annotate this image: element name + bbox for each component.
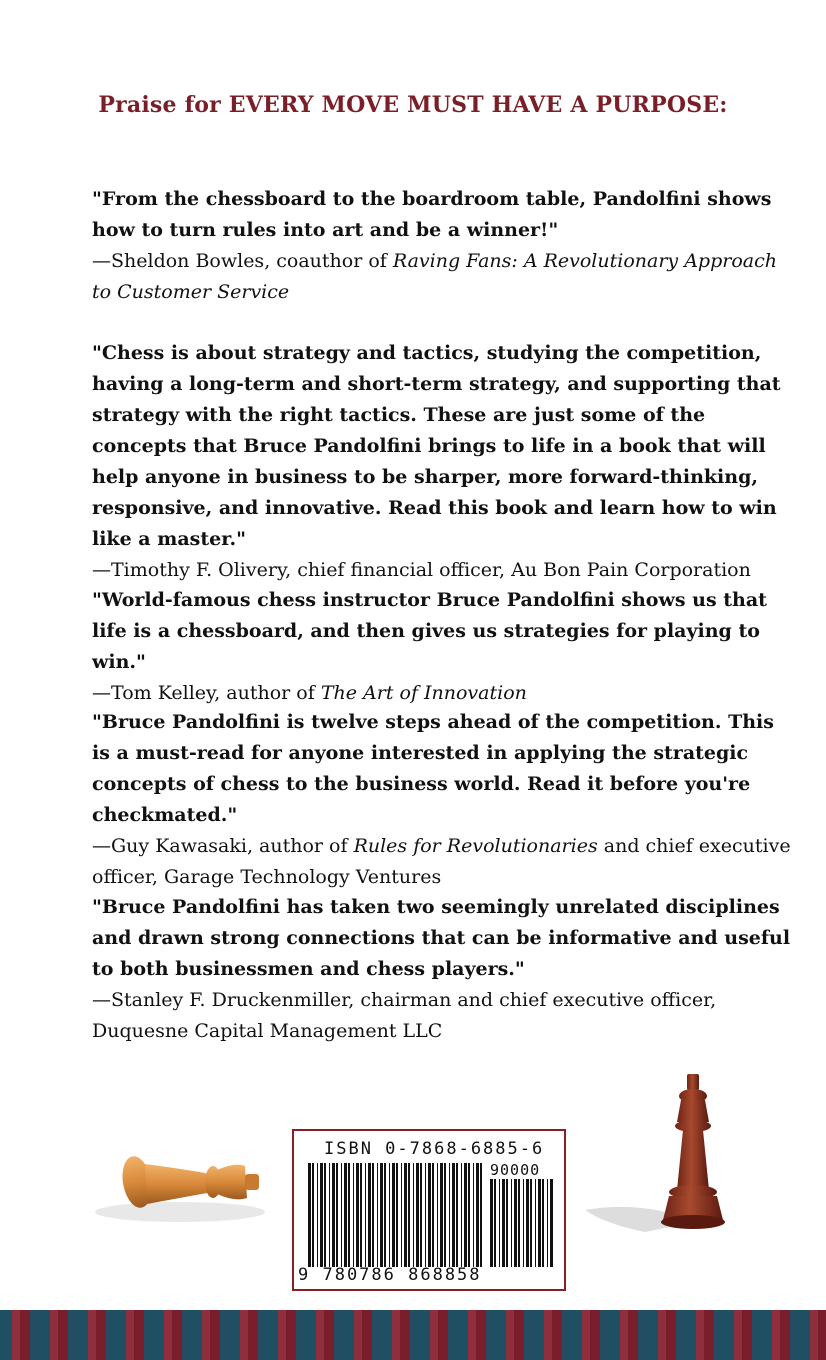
barcode-bar [356,1163,359,1267]
standing-king-icon [585,1072,735,1242]
barcode-bar [511,1179,512,1267]
quote-tom-kelley [92,585,792,709]
barcode-bar [353,1163,354,1267]
quote-attribution: —Timothy F. Olivery, chief financial officer, Au Bon Pain Corporation [92,559,751,581]
barcode-bar [324,1163,326,1267]
barcode-bar [308,1163,311,1267]
quote-guy-kawasaki [92,707,792,893]
book-title: Rules for Revolutionaries [353,835,598,857]
barcode-bar [456,1163,458,1267]
barcode-bar [468,1163,470,1267]
barcode-bar [538,1179,541,1267]
barcode-bar [332,1163,335,1267]
barcode-bar [428,1163,431,1267]
fallen-king-icon [95,1140,275,1230]
barcode-bar [514,1179,517,1267]
barcode-bar [444,1163,446,1267]
book-title: Raving Fans: A Revolutionary Approach to Customer Service [92,250,777,303]
barcode-bar [452,1163,455,1267]
barcode-bar [329,1163,330,1267]
barcode-bar [377,1163,378,1267]
barcode-bar [401,1163,402,1267]
barcode-bar [404,1163,407,1267]
barcode-bar [416,1163,419,1267]
barcode-bar [473,1163,474,1267]
barcode-bar [480,1163,482,1267]
barcode-bar [380,1163,383,1267]
barcode-bars [308,1163,486,1267]
barcode-bar [317,1163,318,1267]
quote-text: "Chess is about strategy and tactics, studying the competition, having a long-term and short-term strategy, and supporting that strategy with the right tactics. These are just some of the concepts that Bruce Pandolfini brings to life in a book that will help anyone in business to be sharper, more forward-thinking, responsive, and innovative. Read this book and learn how to win like a master." [92,342,781,550]
barcode-bar [341,1163,342,1267]
barcode-bar [312,1163,314,1267]
barcode-bar [384,1163,386,1267]
quote-text: "From the chessboard to the boardroom table, Pandolfini shows how to turn rules into art and be a winner!" [92,188,772,241]
quote-attribution: —Stanley F. Druckenmiller, chairman and chief executive officer, Duquesne Capital Management LLC [92,989,717,1042]
quote-timothy-olivery [92,338,792,586]
quote-text: "World-famous chess instructor Bruce Pandolfini shows us that life is a chessboard, and then gives us strategies for playing to win." [92,589,767,673]
barcode-bar [550,1179,553,1267]
barcode-bar [320,1163,323,1267]
quote-attribution: —Tom Kelley, author of The Art of Innovation [92,682,527,704]
quote-text: "Bruce Pandolfini is twelve steps ahead of the competition. This is a must-read for anyone interested in applying the strategic concepts of chess to the business world. Read it before you're checkmated." [92,711,774,826]
barcode-bar [526,1179,529,1267]
barcode-bar [494,1179,496,1267]
barcode-bar [542,1179,544,1267]
barcode-addon-bars [490,1179,556,1267]
barcode-bar [392,1163,395,1267]
barcode-bar [518,1179,520,1267]
praise-heading: Praise for EVERY MOVE MUST HAVE A PURPOSE: [98,92,728,118]
barcode-bar [413,1163,414,1267]
barcode-bar [440,1163,443,1267]
barcode-bar [389,1163,390,1267]
barcode-bar [461,1163,462,1267]
barcode-bar [420,1163,422,1267]
price-code: 90000 [490,1161,541,1179]
barcode-bar [499,1179,500,1267]
barcode-bar [476,1163,479,1267]
barcode-bar [490,1179,493,1267]
barcode-bar [344,1163,347,1267]
barcode-bar [506,1179,508,1267]
isbn-number: ISBN 0-7868-6885-6 [324,1139,545,1159]
barcode-bar [437,1163,438,1267]
barcode-bar [432,1163,434,1267]
decorative-stripe-band [0,1310,826,1360]
quote-attribution: —Guy Kawasaki, author of Rules for Revolutionaries and chief executive officer, Garage Technology Ventures [92,835,791,888]
quote-stanley-druckenmiller [92,892,792,1047]
barcode-bar [502,1179,505,1267]
quote-attribution: —Sheldon Bowles, coauthor of Raving Fans: A Revolutionary Approach to Customer Service [92,250,777,303]
quote-text: "Bruce Pandolfini has taken two seemingly unrelated disciplines and drawn strong connections that can be informative and useful to both businessmen and chess players." [92,896,791,980]
barcode-bar [464,1163,467,1267]
book-title: The Art of Innovation [320,682,527,704]
barcode-bar [547,1179,548,1267]
barcode-bar [348,1163,350,1267]
barcode-bar [360,1163,362,1267]
isbn-barcode-box [292,1129,566,1291]
barcode-bar [336,1163,338,1267]
barcode-bar [365,1163,366,1267]
barcode-bar [425,1163,426,1267]
barcode-bar [523,1179,524,1267]
barcode-bar [449,1163,450,1267]
barcode-bar [530,1179,532,1267]
ean-number: 9 780786 868858 [298,1265,482,1285]
barcode-bar [372,1163,374,1267]
barcode-bar [396,1163,398,1267]
quote-sheldon-bowles [92,184,792,308]
barcode-bar [535,1179,536,1267]
barcode-bar [408,1163,410,1267]
barcode-bar [368,1163,371,1267]
